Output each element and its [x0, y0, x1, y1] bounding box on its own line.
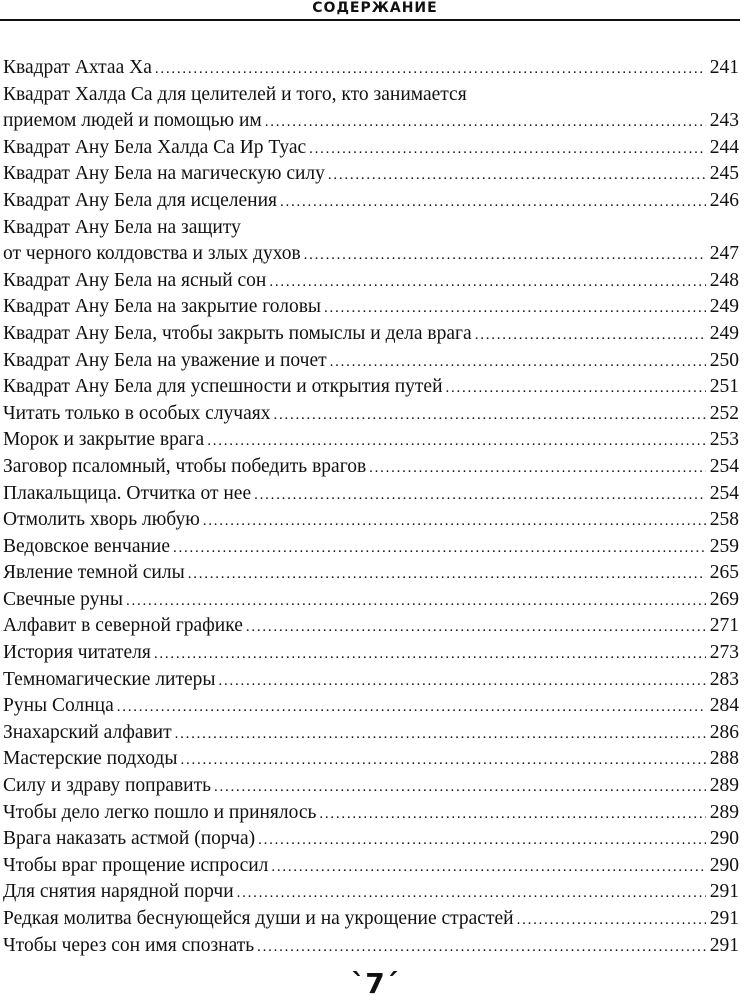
dot-leader [274, 402, 706, 429]
toc-page-number: 247 [709, 243, 739, 265]
toc-entry-line [3, 321, 739, 348]
toc-entry-line [3, 640, 739, 667]
toc-entry-title: Чтобы дело легко пошло и принялось [3, 801, 317, 823]
dot-leader [280, 189, 706, 216]
section-title: СОДЕРЖАНИЕ [312, 0, 438, 16]
toc-entry-line [3, 401, 739, 428]
toc-entry-line [3, 613, 739, 640]
toc-entry-line [3, 268, 739, 295]
toc-entry-title: Мастерские подходы [3, 748, 178, 770]
dot-leader [126, 588, 706, 615]
toc-entry-title: приемом людей и помощью им [3, 110, 262, 132]
toc-entry-title: Читать только в особых случаях [3, 402, 271, 424]
toc-page-number: 258 [709, 509, 739, 531]
toc-entry-line [3, 746, 739, 773]
toc-entry-line [3, 720, 739, 747]
dot-leader [154, 641, 706, 668]
toc-entry[interactable] [3, 401, 739, 428]
toc-entry[interactable] [3, 268, 739, 295]
toc-entry-line [3, 108, 739, 135]
header-divider [0, 19, 740, 21]
page-number: `7´ [351, 967, 399, 1000]
toc-page-number: 291 [709, 934, 739, 956]
toc-entry[interactable] [3, 427, 739, 454]
toc-entry-line [3, 215, 739, 242]
toc-entry-title: Заговор псаломный, чтобы победить врагов [3, 455, 367, 477]
toc-entry-title: Отмолить хворь любую [3, 509, 200, 531]
toc-entry-title: Свечные руны [3, 588, 123, 610]
toc-entry-line [3, 188, 739, 215]
toc-page-number: 259 [709, 535, 739, 557]
toc-entry-title: Алфавит в северной графике [3, 615, 243, 637]
toc-entry[interactable] [3, 294, 739, 321]
toc-entry-title: Квадрат Ану Бела на магическую силу [3, 163, 325, 185]
toc-page-number: 288 [709, 748, 739, 770]
dot-leader [173, 535, 706, 562]
toc-entry[interactable] [3, 161, 739, 188]
toc-page-number: 245 [709, 163, 739, 185]
toc-entry-line [3, 427, 739, 454]
dot-leader [254, 482, 706, 509]
dot-leader [180, 747, 705, 774]
dot-leader [175, 721, 706, 748]
toc-entry[interactable] [3, 188, 739, 215]
toc-page-number: 289 [709, 775, 739, 797]
toc-page-number: 290 [709, 828, 739, 850]
toc-entry-title: Для снятия нарядной порчи [3, 881, 234, 903]
dot-leader [475, 322, 706, 349]
toc-page-number: 273 [709, 642, 739, 664]
toc-entry[interactable] [3, 879, 739, 906]
toc-entry-line [3, 560, 739, 587]
toc-entry-line [3, 800, 739, 827]
toc-page-number: 291 [709, 908, 739, 929]
toc-entry-line [3, 374, 739, 401]
toc-entry-title: Явление темной силы [3, 562, 185, 584]
toc-entry-line [3, 773, 739, 800]
toc-entry-title: Силу и здраву поправить [3, 775, 212, 797]
toc-page-number: 252 [709, 402, 739, 424]
toc-entry-title: Морок и закрытие врага [3, 429, 205, 451]
toc-entry-title: Плакальщица. Отчитка от нее [3, 482, 252, 504]
toc-entry-line [3, 82, 739, 109]
toc-entry-title: Темномагические литеры [3, 668, 216, 690]
toc-page-number: 254 [709, 455, 739, 477]
toc-entry[interactable] [3, 55, 739, 82]
toc-page-number: 243 [709, 110, 739, 132]
dot-leader [330, 349, 706, 376]
toc-entry[interactable] [3, 773, 739, 800]
toc-entry[interactable] [3, 507, 739, 534]
toc-entry[interactable] [3, 534, 739, 561]
toc-page-number: 249 [709, 296, 739, 318]
toc-page-number: 289 [709, 801, 739, 823]
toc-page-number: 286 [709, 721, 739, 743]
toc-entry-title: Врага наказать астмой (порча) [3, 828, 256, 850]
toc-page-number: 283 [709, 668, 739, 690]
dot-leader [207, 428, 706, 455]
toc-entry-line [3, 906, 739, 933]
toc-entry-line [3, 853, 739, 880]
toc-entry-title: Квадрат Ану Бела для успешности и открытия путей [3, 376, 443, 398]
toc-entry[interactable] [3, 826, 739, 853]
toc-entry[interactable] [3, 587, 739, 614]
toc-entry-title: Квадрат Ану Бела на закрытие головы [3, 296, 322, 318]
toc-page-number: 290 [709, 854, 739, 876]
dot-leader [257, 934, 706, 961]
toc-entry-title: Квадрат Ану Бела, чтобы закрыть помыслы и дела врага [3, 322, 472, 344]
dot-leader [319, 801, 705, 828]
toc-entry-title: Квадрат Ану Бела для исцеления [3, 189, 277, 211]
toc-entry-title: История читателя [3, 642, 151, 664]
toc-entry[interactable] [3, 720, 739, 747]
dot-leader [258, 827, 706, 854]
toc-page-number: 271 [709, 615, 739, 637]
toc-entry-line [3, 294, 739, 321]
toc-entry-line [3, 481, 739, 508]
dot-leader [269, 269, 705, 296]
toc-entry-title: Знахарский алфавит [3, 721, 172, 743]
dot-leader [237, 880, 706, 907]
toc-entry[interactable] [3, 667, 739, 694]
toc-page-number: 291 [709, 881, 739, 903]
toc-entry-title: Квадрат Ану Бела на защиту [3, 216, 241, 238]
dot-leader [517, 907, 706, 934]
toc-page-number: 248 [709, 269, 739, 291]
toc-entry-line [3, 693, 739, 720]
toc-page-number: 253 [709, 429, 739, 451]
dot-leader [328, 162, 706, 189]
toc-entry[interactable] [3, 853, 739, 880]
toc-entry[interactable] [3, 215, 739, 268]
toc-page-number: 250 [709, 349, 739, 371]
dot-leader [446, 375, 706, 402]
toc-entry[interactable] [3, 454, 739, 481]
toc-entry-line [3, 667, 739, 694]
toc-entry[interactable] [3, 693, 739, 720]
toc-page-number: 249 [709, 322, 739, 344]
toc-entry-line [3, 587, 739, 614]
toc-entry-line [3, 933, 739, 960]
toc-entry[interactable] [3, 906, 739, 933]
toc-entry-line [3, 534, 739, 561]
toc-entry[interactable] [3, 613, 739, 640]
toc-entry[interactable] [3, 321, 739, 348]
dot-leader [214, 774, 706, 801]
dot-leader [265, 109, 706, 136]
dot-leader [117, 694, 706, 721]
toc-entry-title: Ведовское венчание [3, 535, 170, 557]
toc-entry[interactable] [3, 746, 739, 773]
dot-leader [246, 614, 706, 641]
toc-entry-line [3, 241, 739, 268]
toc-entry-line [3, 348, 739, 375]
toc-entry[interactable] [3, 933, 739, 960]
toc-page-number: 284 [709, 695, 739, 717]
toc-page-number: 269 [709, 588, 739, 610]
toc-entry[interactable] [3, 135, 739, 162]
toc-entry[interactable] [3, 481, 739, 508]
dot-leader [369, 455, 706, 482]
dot-leader [271, 854, 705, 881]
toc-entry[interactable] [3, 348, 739, 375]
toc-page-number: 246 [709, 189, 739, 211]
toc-entry-line [3, 879, 739, 906]
toc-entry-line [3, 55, 739, 82]
toc-entry-title: Квадрат Ану Бела на ясный сон [3, 269, 267, 291]
toc-entry-title: Чтобы враг прощение испросил [3, 854, 269, 876]
toc-entry-title: от черного колдовства и злых духов [3, 243, 301, 265]
toc-entry-line [3, 826, 739, 853]
toc-page-number: 244 [709, 136, 739, 158]
toc-entry-title: Квадрат Халда Са для целителей и того, кто занимается [3, 83, 467, 105]
toc-entry[interactable] [3, 800, 739, 827]
toc-entry-title: Чтобы через сон имя спознать [3, 934, 255, 956]
toc-entry-line [3, 161, 739, 188]
toc-page-number: 241 [709, 57, 739, 78]
toc-entry[interactable] [3, 82, 739, 135]
toc-page-number: 251 [709, 376, 739, 398]
toc-entry-line [3, 507, 739, 534]
toc-entry-line [3, 454, 739, 481]
toc-entry[interactable] [3, 640, 739, 667]
toc-entry-title: Квадрат Ану Бела на уважение и почет [3, 349, 327, 371]
toc-entry-title: Редкая молитва беснующейся души и на укрощение страстей [3, 908, 514, 929]
toc-page-number: 265 [709, 562, 739, 584]
toc-entry[interactable] [3, 374, 739, 401]
dot-leader [155, 56, 706, 83]
toc-entry-title: Руны Солнца [3, 695, 114, 717]
toc-entry-title: Квадрат Ахтаа Ха [3, 57, 152, 78]
toc-entry-title: Квадрат Ану Бела Халда Са Ир Туас [3, 136, 307, 158]
toc-page-number: 254 [709, 482, 739, 504]
toc-entry[interactable] [3, 560, 739, 587]
dot-leader [219, 668, 706, 695]
toc-entry-line [3, 135, 739, 162]
dot-leader [188, 561, 706, 588]
dot-leader [324, 295, 706, 322]
dot-leader [304, 242, 706, 269]
dot-leader [309, 136, 706, 163]
table-of-contents [3, 55, 739, 959]
running-header [0, 0, 750, 24]
dot-leader [203, 508, 706, 535]
